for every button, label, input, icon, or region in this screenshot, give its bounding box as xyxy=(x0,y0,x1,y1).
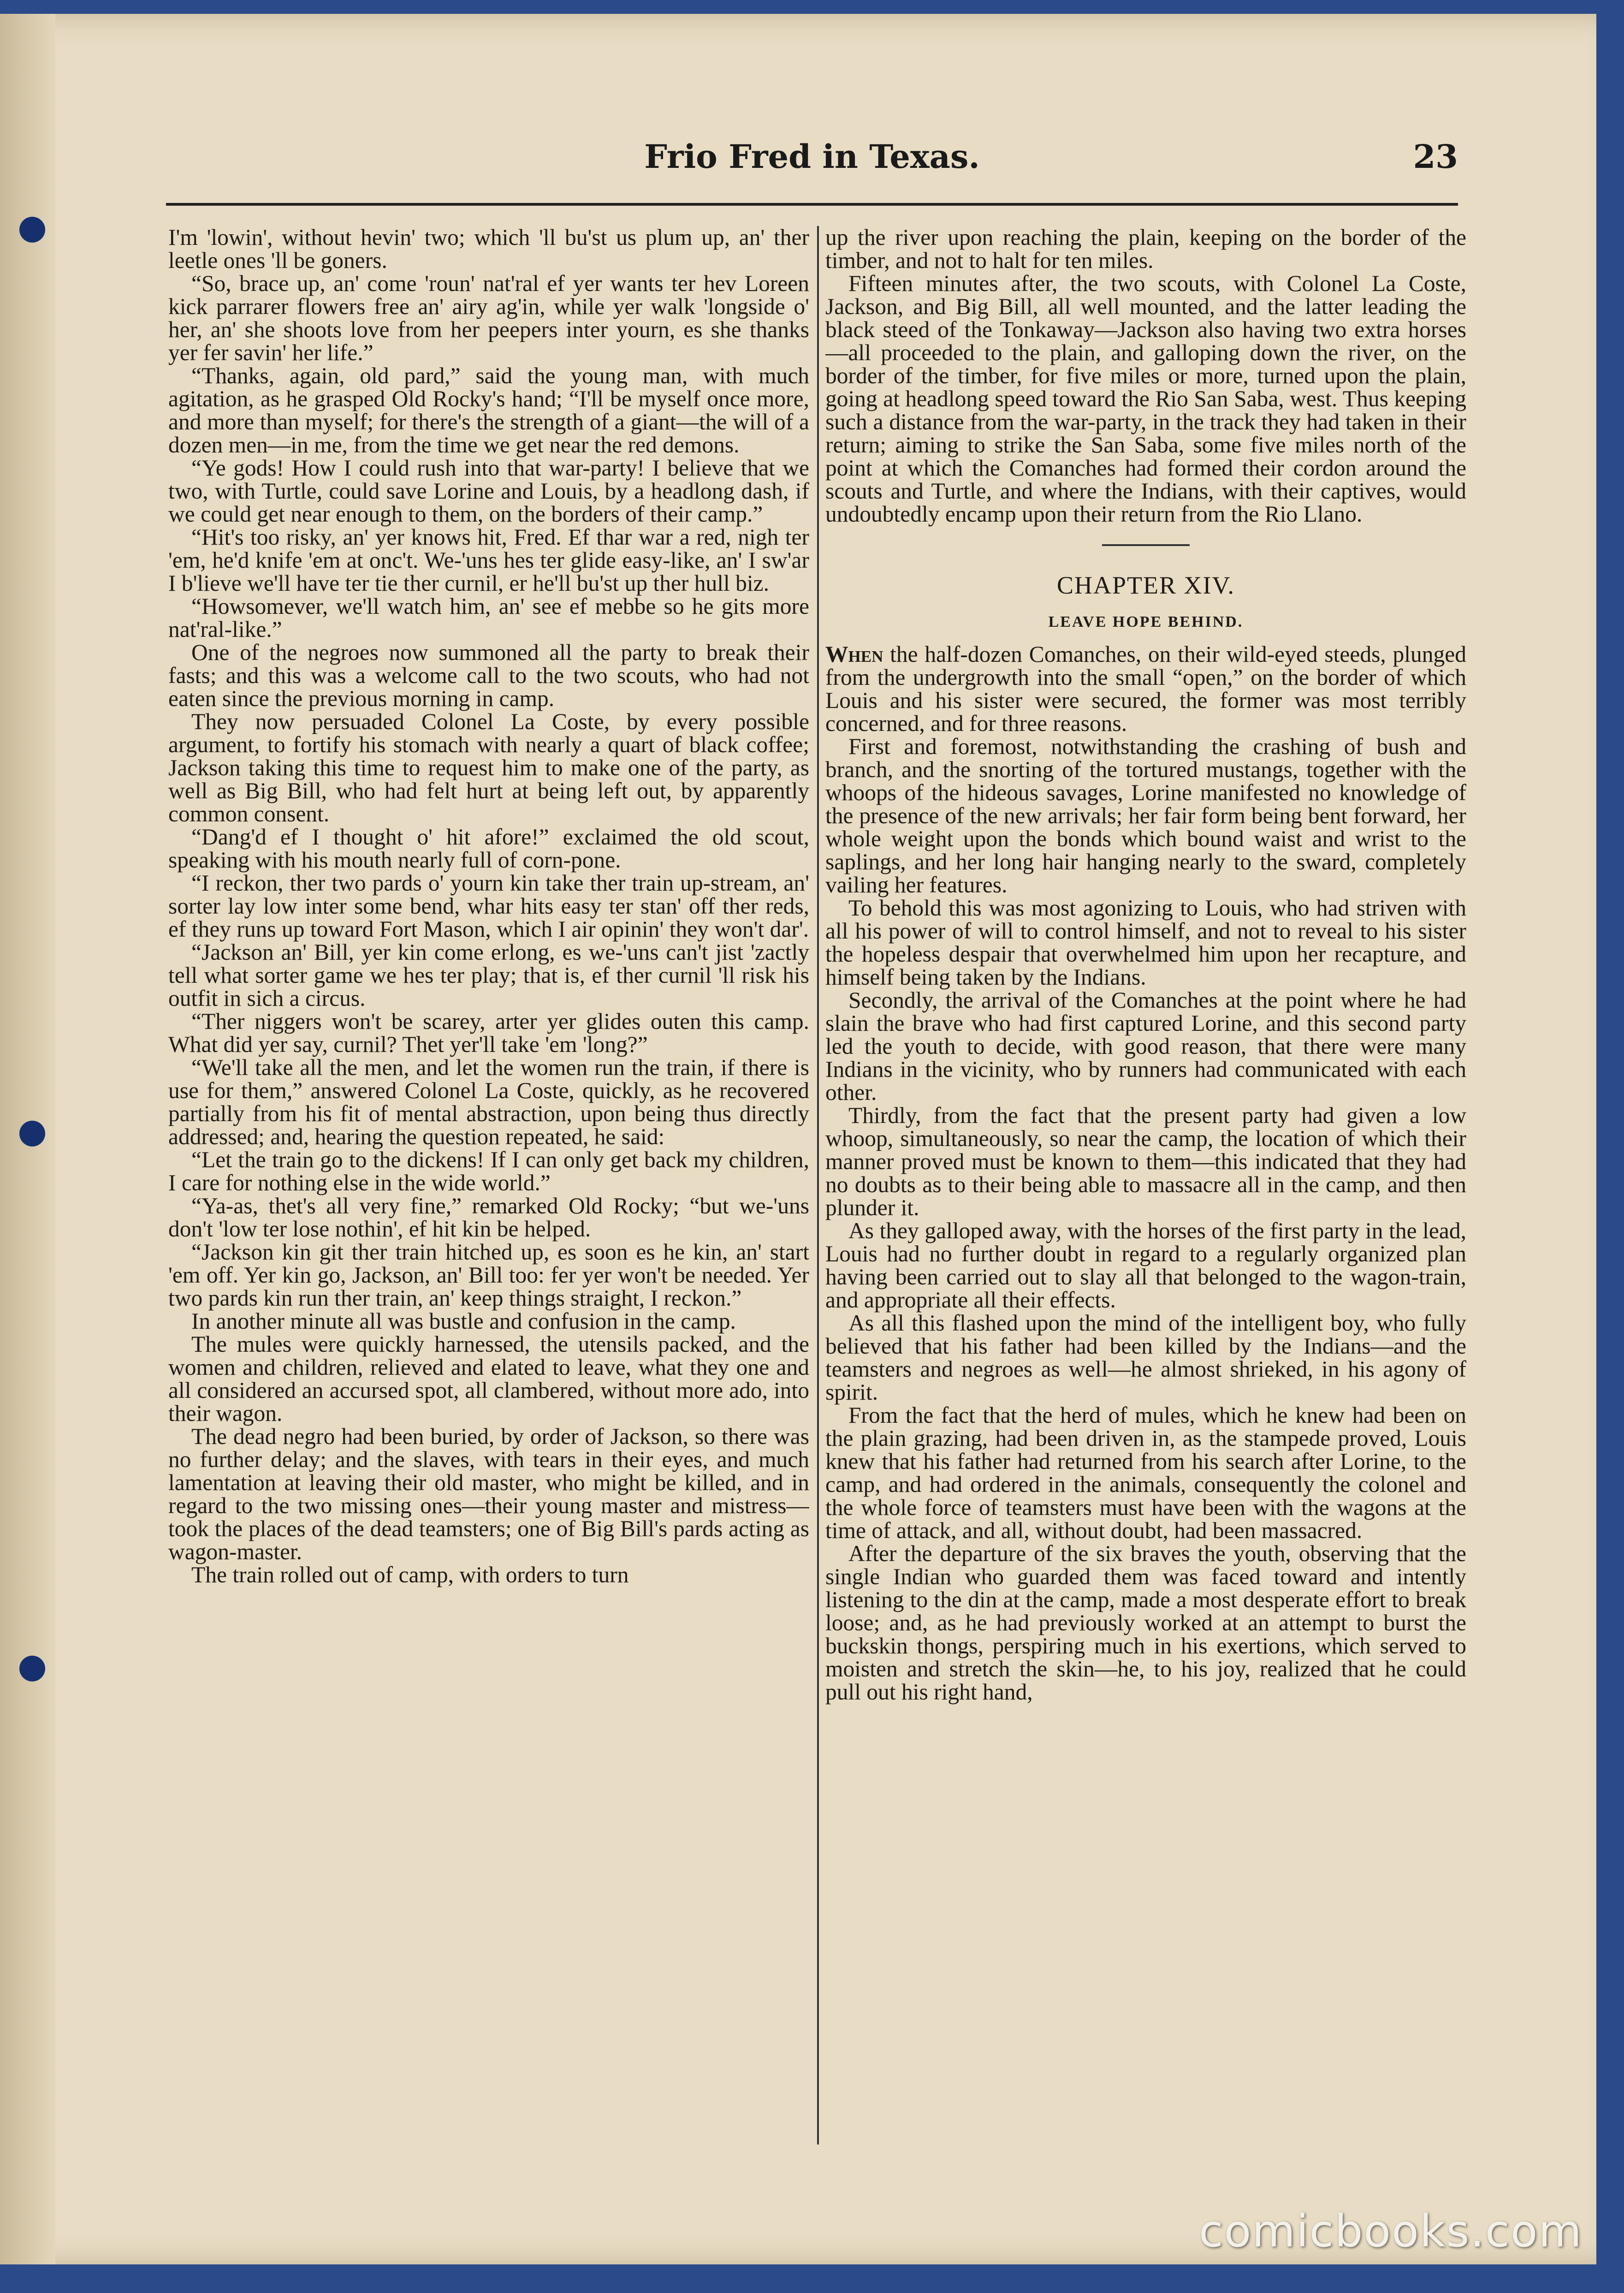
opening-word: When xyxy=(825,642,883,667)
paragraph: Secondly, the arrival of the Comanches at the point where he had slain the brave who had first captured Lorine, and this second party led the youth to decide, with good reason, that there were many Indians in the vicinity, who by runners had communicated with each other. xyxy=(825,987,1466,1105)
paragraph: One of the negroes now summoned all the party to break their fasts; and this was a welcome call to the two scouts, who had not eaten since the previous morning in camp. xyxy=(168,640,809,711)
paragraph: “I reckon, ther two pards o' yourn kin take ther train up-stream, an' sorter lay low inter some bend, whar hits easy ter stan' off ther reds, ef they runs up toward Fort Mason, which I air opinin' they won't dar'. xyxy=(168,870,809,942)
opening-text: the half-dozen Comanches, on their wild-eyed steeds, plunged from the undergrowth into the small “open,” on the border of which Louis and his sister were secured, the former was most terribly concerned, and for three reasons. xyxy=(825,642,1466,736)
paragraph: “Howsomever, we'll watch him, an' see ef mebbe so he gits more nat'ral-like.” xyxy=(168,594,809,642)
section-rule xyxy=(1102,544,1190,546)
paragraph: “So, brace up, an' come 'roun' nat'ral ef yer wants ter hev Loreen kick parrarer flowers free an' airy ag'in, while yer walk 'longside o' her, an' she shoots love from her peepers inter yourn, es she thanks yer fer savin' her life.” xyxy=(168,271,809,365)
paragraph: I'm 'lowin', without hevin' two; which 'll bu'st us plum up, an' ther leetle ones 'll be goners. xyxy=(168,226,809,273)
paragraph: After the departure of the six braves the youth, observing that the single Indian who guarded them was faced toward and intently listening to the din at the camp, made a most desperate effort to break loose; and, as he had previously worked at an attempt to burst the buckskin thongs, perspiring much in his exertions, which served to moisten and stretch the skin—he, to his joy, realized that he could pull out his right hand, xyxy=(825,1541,1466,1705)
paragraph: The train rolled out of camp, with orders to turn xyxy=(191,1562,629,1587)
paragraph: “Let the train go to the dickens! If I can only get back my children, I care for nothing else in the wide world.” xyxy=(168,1147,809,1195)
paragraph: “Ya-as, thet's all very fine,” remarked Old Rocky; “but we-'uns don't 'low ter lose nothin', ef hit kin be helped. xyxy=(168,1193,809,1242)
left-text-column xyxy=(168,226,809,2144)
paragraph: As they galloped away, with the horses of the first party in the lead, Louis had no further doubt in regard to a regularly organized plan having been carried out to slay all that belonged to the wagon-train, and appropriate all their effects. xyxy=(825,1218,1466,1313)
chapter-title: LEAVE HOPE BEHIND. xyxy=(1048,613,1244,630)
binding-gutter xyxy=(0,14,55,2264)
running-header xyxy=(166,137,1458,188)
paragraph: “Jackson an' Bill, yer kin come erlong, es we-'uns can't jist 'zactly tell what sorter game we hes ter play; that is, ef ther curnil 'll risk his outfit in sich a circus. xyxy=(168,939,809,1011)
paragraph: In another minute all was bustle and confusion in the camp. xyxy=(191,1308,736,1334)
chapter-number: CHAPTER XIV. xyxy=(1056,571,1235,599)
paragraph: The mules were quickly harnessed, the utensils packed, and the women and children, relieved and elated to leave, what they one and all considered an accursed spot, all clambered, without more ado, into their wagon. xyxy=(168,1331,809,1426)
binding-hole xyxy=(19,1121,45,1146)
paragraph: “Ye gods! How I could rush into that war-party! I believe that we two, with Turtle, could save Lorine and Louis, by a headlong dash, if we could get near enough to them, on the borders of their camp.” xyxy=(168,455,809,527)
header-rule xyxy=(166,203,1458,206)
binding-hole xyxy=(19,217,45,243)
paragraph: From the fact that the herd of mules, which he knew had been on the plain grazing, had been driven in, as the stampede proved, Louis knew that his father had returned from his search after Lorine, to the camp, and had ordered in the animals, consequently the colonel and the whole force of teamsters must have been with the wagons at the time of attack, and all, without doubt, had been massacred. xyxy=(825,1402,1466,1543)
paragraph: Thirdly, from the fact that the present party had given a low whoop, simultaneously, so near the camp, the location of which their manner proved must be known to them—this indicated that they had no doubts as to their being able to massacre all in the camp, and then plunder it. xyxy=(825,1103,1466,1220)
right-text-column xyxy=(825,226,1466,2131)
paragraph: “Thanks, again, old pard,” said the young man, with much agitation, as he grasped Old Rocky's hand; “I'll be myself once more, and more than myself; for there's the strength of a giant—the will of a dozen men—in me, from the time we get near the red demons. xyxy=(168,363,809,457)
paragraph: “Jackson kin git ther train hitched up, es soon es he kin, an' start 'em off. Yer kin go, Jackson, an' Bill too: fer yer won't be needed. Yer two pards kin run ther train, an' keep things straight, I reckon.” xyxy=(168,1239,809,1311)
paragraph: To behold this was most agonizing to Louis, who had striven with all his power of will to control himself, and not to reveal to his sister the hopeless despair that overwhelmed him upon her recapture, and himself being taken by the Indians. xyxy=(825,895,1466,990)
paragraph: First and foremost, notwithstanding the crashing of bush and branch, and the snorting of the tortured mustangs, together with the whoops of the hideous savages, Lorine manifested no knowledge of the presence of the new arrivals; her fair form being bent forward, her whole weight upon the bonds which bound waist and wrist to the saplings, and her long hair hanging nearly to the sward, completely vailing her features. xyxy=(825,734,1466,897)
site-watermark: comicbooks.com xyxy=(1198,2205,1583,2257)
paragraph: “Ther niggers won't be scarey, arter yer glides outen this camp. What did yer say, curnil? Thet yer'll take 'em 'long?” xyxy=(168,1009,809,1057)
page-number: 23 xyxy=(1413,137,1458,176)
binding-hole xyxy=(19,1656,45,1681)
paragraph: The dead negro had been buried, by order of Jackson, so there was no further delay; and the slaves, with tears in their eyes, and much lamentation at leaving their old master, who might be killed, and in regard to the two missing ones—their young master and mistress—took the places of the dead teamsters; one of Big Bill's pards acting as wagon-master. xyxy=(168,1424,809,1564)
paragraph: As all this flashed upon the mind of the intelligent boy, who fully believed that his father had been killed by the Indians—and the teamsters and negroes as well—he almost shrieked, in his agony of spirit. xyxy=(825,1310,1466,1405)
paragraph: “Dang'd ef I thought o' hit afore!” exclaimed the old scout, speaking with his mouth nearly full of corn-pone. xyxy=(168,824,809,873)
book-page xyxy=(0,14,1596,2264)
paragraph: “Hit's too risky, an' yer knows hit, Fred. Ef thar war a red, nigh ter 'em, he'd knife 'em at onc't. We-'uns hes ter glide easy-like, an' I sw'ar I b'lieve we'll have ter tie ther curnil, er he'll bu'st up ther hull biz. xyxy=(168,524,809,596)
paragraph: Fifteen minutes after, the two scouts, with Colonel La Coste, Jackson, and Big Bill, all well mounted, and the latter leading the black steed of the Tonkaway—Jackson also having two extra horses—all proceeded to the plain, and galloping down the river, on the border of the timber, for five miles or more, turned upon the plain, going at headlong speed toward the Rio San Saba, west. Thus keeping such a distance from the war-party, in the track they had taken in their return; aiming to strike the San Saba, some five miles north of the point at which the Comanches had formed their cordon around the scouts and Turtle, and where the Indians, with their captives, would undoubtedly encamp upon their return from the Rio Llano. xyxy=(825,271,1466,527)
paragraph: They now persuaded Colonel La Coste, by every possible argument, to fortify his stomach with nearly a quart of black coffee; Jackson taking this time to request him to make one of the party, as well as Big Bill, who had felt hurt at being left out, by apparently common consent. xyxy=(168,709,809,826)
page-title: Frio Fred in Texas. xyxy=(644,137,980,176)
paragraph: “We'll take all the men, and let the women run the train, if there is use for them,” answered Colonel La Coste, quickly, as he recovered partially from his fit of mental abstraction, upon being thus directly addressed; and, hearing the question repeated, he said: xyxy=(168,1055,809,1149)
column-divider xyxy=(817,226,819,2144)
paragraph: up the river upon reaching the plain, keeping on the border of the timber, and not to halt for ten miles. xyxy=(825,226,1466,273)
chapter-opening-paragraph xyxy=(825,643,1466,735)
